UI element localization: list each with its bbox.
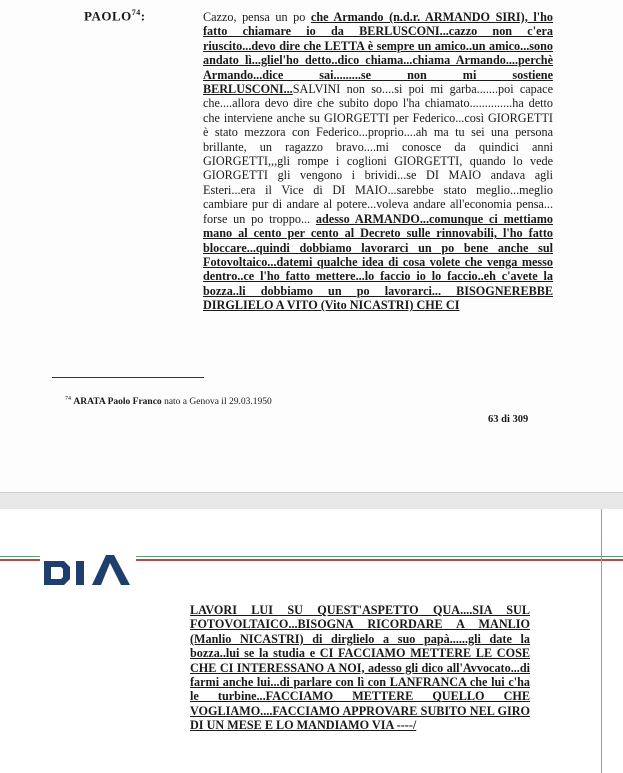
page-edge: [601, 509, 602, 773]
transcript-highlight-2: adesso ARMANDO...comunque ci mettiamo mano al cento per cento al Decreto sulle rinnovabili, l'ho fatto bloccare...quindi dobbiamo lavorarci un po bene anche sul Fotovoltaico...datemi qualche idea di cosa volete che venga messo dentro..ce l'ho fatto mettere...lo faccio io lo faccio..eh c'avete la bozza..li dobbiamo un po lavorarci... BISOGNEREBBE DIRGLIELO A VITO (Vito NICASTRI) CHE CI: [203, 211, 553, 313]
transcript-continuation: LAVORI LUI SU QUEST'ASPETTO QUA....SIA SUL FOTOVOLTAICO...BISOGNA RICORDARE A MANLIO (Manlio NICASTRI) di dirglielo a suo papà......gli date la bozza..lui se la studia e CI FACCIAMO METTERE LE COSE CHE CI INTERESSANO A NOI, adesso gli dico all'Avvocato...di farmi anche lui...di parlare con lì con LANFRANCA che lui c'ha le turbine...FACCIAMO METTERE QUELLO CHE VOGLIAMO....FACCIAMO APPROVARE SUBITO NEL GIRO DI UN MESE E LO MANDIAMO VIA ----/: [190, 603, 530, 733]
page-separator: [0, 492, 623, 510]
footnote-detail: nato a Genova il 29.03.1950: [161, 397, 272, 408]
speaker-name: PAOLO: [84, 8, 132, 24]
footnote: [65, 396, 272, 407]
speaker-label: [84, 8, 146, 24]
speaker-footnote-ref: 74: [131, 8, 141, 17]
transcript-highlight-1: che Armando (n.d.r. ARMANDO SIRI), l'ho fatto chiamare io da BERLUSCONI...cazzo non c'era riuscito...devo dire che LETTA è sempre un amico..un amico...sono andato lì...gliel'ho detto..dico chiama...chiama Armando....perchè Armando...dice sai.........se non mi sostiene BERLUSCONI...: [203, 10, 553, 97]
transcript-plain-2: SALVINI non so....si poi mi garba.......poi capace che....allora devo dire che subito dopo l'ha chiamato..............ha detto che interviene anche su GIORGETTI per Federico...così GIORGETTI è stato mezzora con Federico...proprio....ah ma tu sei una persona brillante, un ragazzo bravo....mi conosce da quindici anni GIORGETTI,,,gli rompe i coglioni GIORGETTI, quando lo vede GIORGETTI gli vengono i brividi...se DI MAIO andava agli Esteri...era il Vice di DI MAIO...sarebbe stato meglio...meglio cambiare pur di andare al potere...voleva andare all'economia pensa... forse un po troppo...: [203, 82, 553, 226]
footnote-divider: [52, 377, 204, 378]
dia-logo-icon: [40, 547, 136, 593]
document-page-64: [0, 509, 623, 773]
footnote-name: ARATA Paolo Franco: [73, 397, 162, 408]
page-number: 63 di 309: [488, 414, 529, 425]
transcript-plain-1: Cazzo, pensa un po: [203, 10, 311, 24]
footnote-number: 74: [65, 396, 71, 402]
speaker-colon: :: [140, 8, 146, 24]
transcript-paragraph: [203, 10, 553, 313]
